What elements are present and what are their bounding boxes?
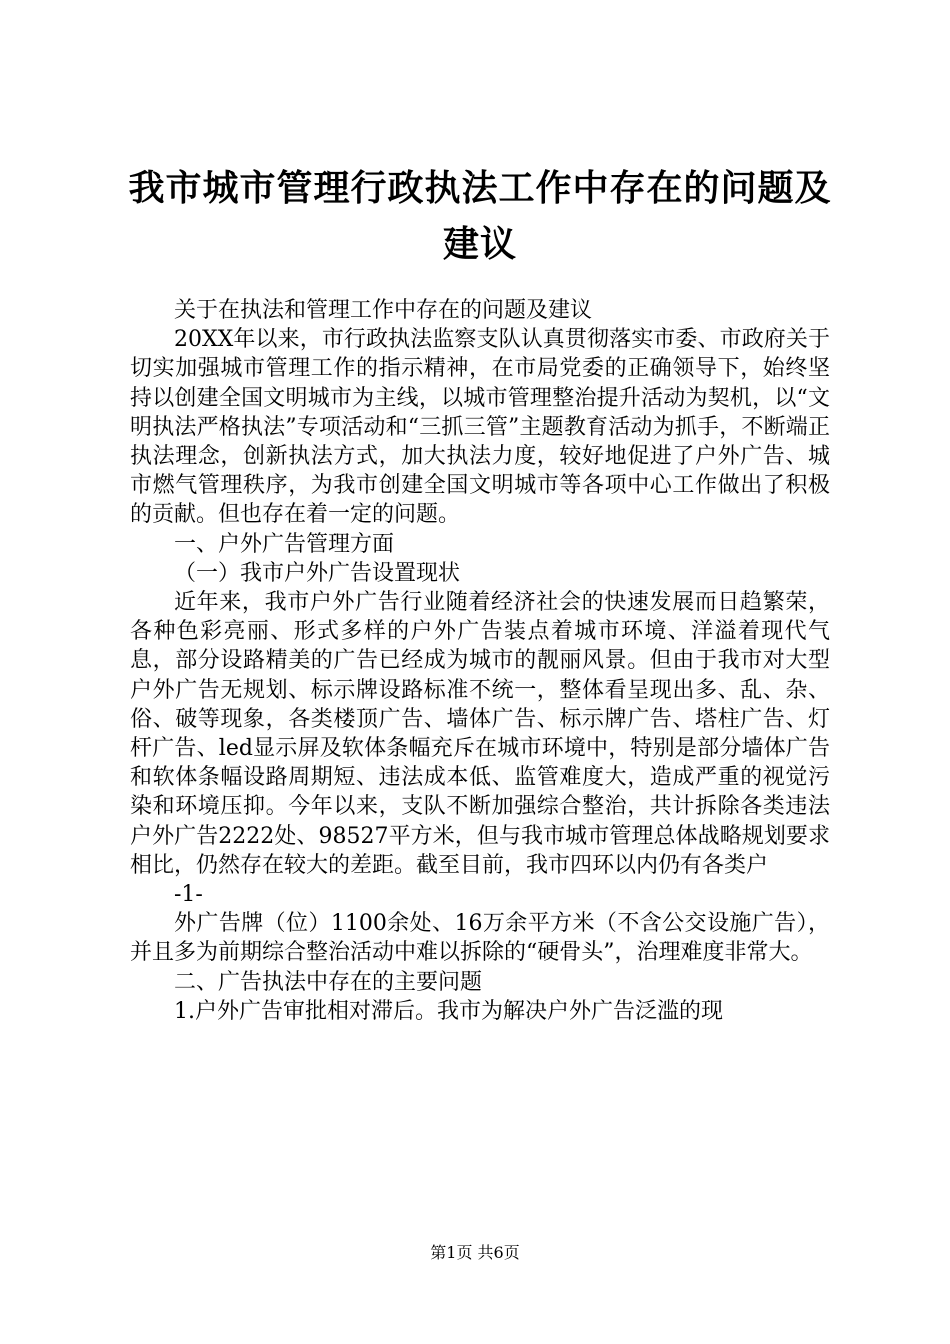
paragraph-subtitle: 关于在执法和管理工作中存在的问题及建议 [174, 298, 593, 323]
document-body [130, 296, 830, 1026]
paragraph-problem-1: 1.户外广告审批相对滞后。我市为解决户外广告泛滥的现 [174, 998, 723, 1024]
inline-page-marker: -1- [174, 882, 203, 908]
section-heading-1: 一、户外广告管理方面 [174, 531, 395, 557]
paragraph-status: 近年来，我市户外广告行业随着经济社会的快速发展而日趋繁荣，各种色彩亮丽、形式多样的户外广告装点着城市环境、洋溢着现代气息，部分设路精美的广告已经成为城市的靓丽风景。但由于我市对大型户外广告无规划、标示牌设路标准不统一，整体看呈现出多、乱、杂、俗、破等现象，各类楼顶广告、墙体广告、标示牌广告、塔柱广告、灯杆广告、led显示屏及软体条幅充斥在城市环境中，特别是部分墙体广告和软体条幅设路周期短、违法成本低、监管难度大，造成严重的视觉污染和环境压抑。今年以来，支队不断加强综合整治，共计拆除各类违法户外广告2222处、98527平方米，但与我市城市管理总体战略规划要求相比，仍然存在较大的差距。截至目前，我市四环以内仍有各类户 [130, 590, 830, 878]
section-heading-2: 二、广告执法中存在的主要问题 [174, 969, 483, 995]
subsection-heading-1: （一）我市户外广告设置现状 [174, 560, 461, 586]
document-title: 我市城市管理行政执法工作中存在的问题及建议 [128, 167, 832, 265]
page-footer: 第1页 共6页 [430, 1243, 520, 1262]
paragraph-intro: 20XX年以来，市行政执法监察支队认真贯彻落实市委、市政府关于切实加强城市管理工作的指示精神，在市局党委的正确领导下，始终坚持以创建全国文明城市为主线，以城市管理整治提升活动为契机，以“文明执法严格执法”专项活动和“三抓三管”主题教育活动为抓手，不断端正执法理念，创新执法方式，加大执法力度，较好地促进了户外广告、城市燃气管理秩序，为我市创建全国文明城市等各项中心工作做出了积极的贡献。但也存在着一定的问题。 [130, 327, 830, 528]
paragraph-continued: 外广告牌（位）1100余处、16万余平方米（不含公交设施广告），并且多为前期综合整治活动中难以拆除的“硬骨头”，治理难度非常大。 [130, 911, 830, 966]
